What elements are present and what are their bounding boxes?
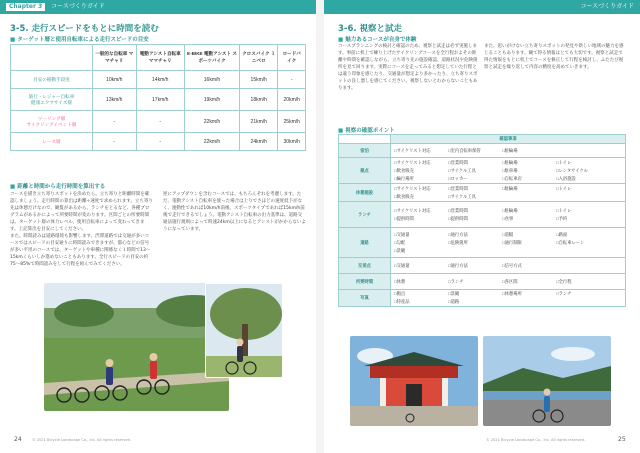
table-row <box>339 274 626 290</box>
speed-col-header: E-BIKE 電動アシスト スポーツバイク <box>184 45 239 71</box>
checkbox-item[interactable]: □通行制限 <box>502 239 522 245</box>
table-row <box>339 258 626 274</box>
speed-col-header: 一般的な自転車 ママチャリ <box>93 45 137 71</box>
speed-cell: - <box>93 111 137 133</box>
row-label: 交差点 <box>339 258 391 274</box>
right-page-number: 25 <box>618 436 626 443</box>
speed-col-header: クロスバイク ミニベロ <box>240 45 278 71</box>
checkbox-item[interactable]: □サイクリスト対応 <box>394 159 431 165</box>
checkbox-item[interactable]: □拠点 <box>394 291 406 296</box>
row-label: 宿泊 <box>339 144 391 158</box>
row-label: レース層 <box>11 133 93 151</box>
left-page-number: 24 <box>14 436 22 443</box>
checkbox-item[interactable]: □通行方法 <box>448 231 468 237</box>
checkbox-item[interactable]: □道幅 <box>502 231 514 237</box>
right-copyright: © 2021 Bicycle Landscape Co., Inc. All rights reserved. <box>486 438 586 442</box>
speed-cell: 10km/h <box>93 71 137 89</box>
left-copyright: © 2021 Bicycle Landscape Co., Inc. All rights reserved. <box>32 438 132 442</box>
checkbox-item[interactable]: □交通量 <box>394 262 410 268</box>
checkbox-item[interactable]: □ランチ <box>556 291 572 296</box>
row-label: 目安の移動手段度 <box>11 71 93 89</box>
checkbox-item[interactable]: □勾配 <box>394 239 406 245</box>
checkbox-item[interactable]: □営業時間 <box>448 159 468 165</box>
checkbox-item[interactable]: □駐輪場 <box>502 147 518 153</box>
checkbox-item[interactable]: □予約 <box>556 215 568 221</box>
checkbox-item[interactable]: □サイクリスト対応 <box>394 207 431 213</box>
checkbox-item[interactable]: □食事 <box>502 215 514 221</box>
shrine-gate-photo <box>350 336 478 426</box>
checkbox-item[interactable]: □駐輪場 <box>502 185 518 191</box>
checkbox-item[interactable]: □駐車場 <box>502 167 518 173</box>
right-column-2-text: また、思いがけない立ち寄りスポットの発見や新しい地域の魅力を感じることもあります。観て得る情報はとても大切です。視察と試走で得た情報をもとに机上でコースを修正して行程を検討し、ふたたび視察と試走を繰り返して内容の精度を高めていきます。 <box>484 44 624 70</box>
table-row <box>339 228 626 258</box>
table-row <box>11 89 306 111</box>
checkbox-item[interactable]: □道路 <box>448 299 460 304</box>
checkbox-item[interactable]: □サイクル工具 <box>448 167 476 173</box>
speed-cell: - <box>278 71 306 89</box>
checkbox-item[interactable]: □景観 <box>394 247 406 253</box>
cyclists-field-photo <box>44 283 229 411</box>
speed-cell: 20km/h <box>278 89 306 111</box>
checkbox-item[interactable]: □レンタサイクル <box>556 167 588 173</box>
speed-table <box>10 44 306 151</box>
checkbox-item[interactable]: □輪行場所 <box>394 175 414 181</box>
speed-cell: 17km/h <box>136 89 184 111</box>
left-column-1-text: コースを描き立ち寄りスポットを決めたら、立ち寄りと距離時間を確認しましょう。走行時間の算出は距離÷速度で求められます。立ち寄り先は休憩だけなので、観覧があるから、ランチをとるなど、各種プログラムがあるかによって所要時間が変わります。区間ごとの所要時間は、ターゲット層の体力レベル、使用自転車によって変わってきます。上記算出を目安にしてください。 また、時間読みは道路環境も影響します。渋滞道路では交通が多いコースではスピードの目安通りに時間読みできますが、都心などの信号が多い平坦のコースでは、ターゲットや車種に関係なく１時間で13〜15kmくらいしか進めないこともあります。全行スピードの目安の約75〜85%で時間読みをして行程を組んでみてください。 <box>10 192 153 267</box>
row-label: 拠点 <box>339 158 391 184</box>
checkbox-item[interactable]: □自転車レーン <box>556 239 585 245</box>
checkbox-item[interactable]: □入浴施設 <box>556 175 576 181</box>
checklist-header: 確認事項 <box>391 135 626 144</box>
left-column-2-text: 逆にアップダウンを含むコースでは、もちろんそれを考慮します。ただ、電動アシスト自転車を使った場合は上りでさほどの速度低下がなく、運動性であれば10km/h前後、スポーツタイプであれば15km/h前後で走行できるでしょう。電動アシスト自転車の出力基準は、道路交通法施行規則によって時速24km以上になるとアシストがかからないようになっています。 <box>163 192 306 232</box>
speed-table-header <box>11 45 306 71</box>
table-row <box>339 184 626 202</box>
checkbox-item[interactable]: □ロッカー <box>448 175 468 181</box>
left-running-title: コースづくりガイド <box>51 3 105 10</box>
speed-table-title: ■ ターゲット層と使用自転車による走行スピードの目安 <box>10 35 149 43</box>
checkbox-item[interactable]: □休憩場所 <box>502 291 522 296</box>
checkbox-item[interactable]: □室内自転車保管 <box>448 147 481 153</box>
chapter-badge: Chapter 3 <box>6 3 45 11</box>
checkbox-item[interactable]: □休憩 <box>394 278 406 284</box>
row-label: ツーリング層 サイクリングイベント層 <box>11 111 93 133</box>
checklist-title: ■ 視察の確認ポイント <box>338 126 395 134</box>
speed-cell: 15km/h <box>240 71 278 89</box>
checkbox-item[interactable]: □駐輪場 <box>502 159 518 165</box>
checkbox-item[interactable]: □路面 <box>556 231 568 237</box>
checkbox-item[interactable]: □トイレ <box>556 159 572 165</box>
checkbox-item[interactable]: □営業時間 <box>448 185 468 191</box>
right-column-1-text: コースプランニングの検討と確認のため、視察と試走は必ず実施します。事前に机上で練り上げたサイクリングコースを全行程およその距離や時間を確認しながら、立ち寄り先の施設確認、道路状況や危険箇所を見て回ります。実際にコースを走ってみると想定していた行程とは違う印象を感じたり、交通量が想定より多かったり、立ち寄りスポットの良し悪しを感じてください。視察しないとわからないこともあります。 <box>338 44 478 91</box>
table-row <box>11 133 306 151</box>
checkbox-item[interactable]: □特産品 <box>394 299 410 304</box>
right-running-title: コースづくりガイド <box>580 3 634 10</box>
checkbox-item[interactable]: □提供時間 <box>394 215 414 221</box>
checkbox-item[interactable]: □ランチ <box>448 278 464 284</box>
row-label: 旅行・レジャー自転車 健康エクササイズ層 <box>11 89 93 111</box>
checkbox-item[interactable]: □信号方式 <box>502 262 522 268</box>
row-label: 所要時間 <box>339 274 391 290</box>
speed-cell: 13km/h <box>93 89 137 111</box>
time-subsection-title: ■ 距離と時間から走行時間を算出する <box>10 182 105 190</box>
checkbox-item[interactable]: □自転車店 <box>502 175 522 181</box>
speed-cell: 30km/h <box>278 133 306 151</box>
checkbox-item[interactable]: □危険箇所 <box>448 239 468 245</box>
speed-cell: 22km/h <box>184 133 239 151</box>
speed-cell: 22km/h <box>184 111 239 133</box>
table-row <box>339 144 626 158</box>
table-row <box>11 111 306 133</box>
checkbox-item[interactable]: □サイクリスト対応 <box>394 185 431 191</box>
table-row <box>11 71 306 89</box>
speed-col-header: ロードバイク <box>278 45 306 71</box>
checkbox-item[interactable]: □飲食販売 <box>394 193 414 199</box>
speed-cell: 18km/h <box>240 89 278 111</box>
speed-cell: 14km/h <box>136 71 184 89</box>
checkbox-item[interactable]: □全行程 <box>556 278 572 284</box>
speed-cell: 25km/h <box>278 111 306 133</box>
row-label: 道路 <box>339 228 391 258</box>
speed-cell: 16km/h <box>184 71 239 89</box>
left-header-bar <box>0 0 316 14</box>
page-gutter <box>316 0 324 453</box>
speed-cell: 19km/h <box>184 89 239 111</box>
right-header-bar <box>324 0 640 14</box>
speed-col-header: 電動アシスト自転車 ママチャリ <box>136 45 184 71</box>
checkbox-item[interactable]: □各区間 <box>502 278 518 284</box>
table-row <box>339 290 626 307</box>
checkbox-item[interactable]: □駐輪場 <box>502 207 518 213</box>
checkbox-item[interactable]: □サイクリスト対応 <box>394 147 431 153</box>
speed-cell: 24km/h <box>240 133 278 151</box>
checkbox-item[interactable]: □交通量 <box>394 231 410 237</box>
cyclist-lake-photo <box>483 336 611 426</box>
checkbox-item[interactable]: □トイレ <box>556 207 572 213</box>
table-row <box>339 158 626 184</box>
row-label: 休憩施設 <box>339 184 391 202</box>
right-section-title: 3-6. 視察と試走 <box>338 24 403 34</box>
inspection-subsection-title: ■ 魅力あるコースが自身で体験 <box>338 35 416 43</box>
speed-cell: - <box>93 133 137 151</box>
checkbox-item[interactable]: □サイクル工具 <box>448 193 476 199</box>
inspection-checklist-table <box>338 134 626 307</box>
checkbox-item[interactable]: □トイレ <box>556 185 572 191</box>
speed-col-header <box>11 45 93 71</box>
checkbox-item[interactable]: □提供時間 <box>448 215 468 221</box>
checkbox-item[interactable]: □通行方法 <box>448 262 468 268</box>
row-label: 写真 <box>339 290 391 307</box>
speed-cell: - <box>136 111 184 133</box>
cyclist-cherry-tree-photo <box>205 283 283 378</box>
row-label: ランチ <box>339 202 391 228</box>
table-row <box>339 202 626 228</box>
checkbox-item[interactable]: □飲食販売 <box>394 167 414 173</box>
checkbox-item[interactable]: □景観 <box>448 291 460 296</box>
left-section-title: 3-5. 走行スピードをもとに時間を読む <box>10 24 159 34</box>
speed-cell: - <box>136 133 184 151</box>
speed-cell: 21km/h <box>240 111 278 133</box>
checkbox-item[interactable]: □営業時間 <box>448 207 468 213</box>
